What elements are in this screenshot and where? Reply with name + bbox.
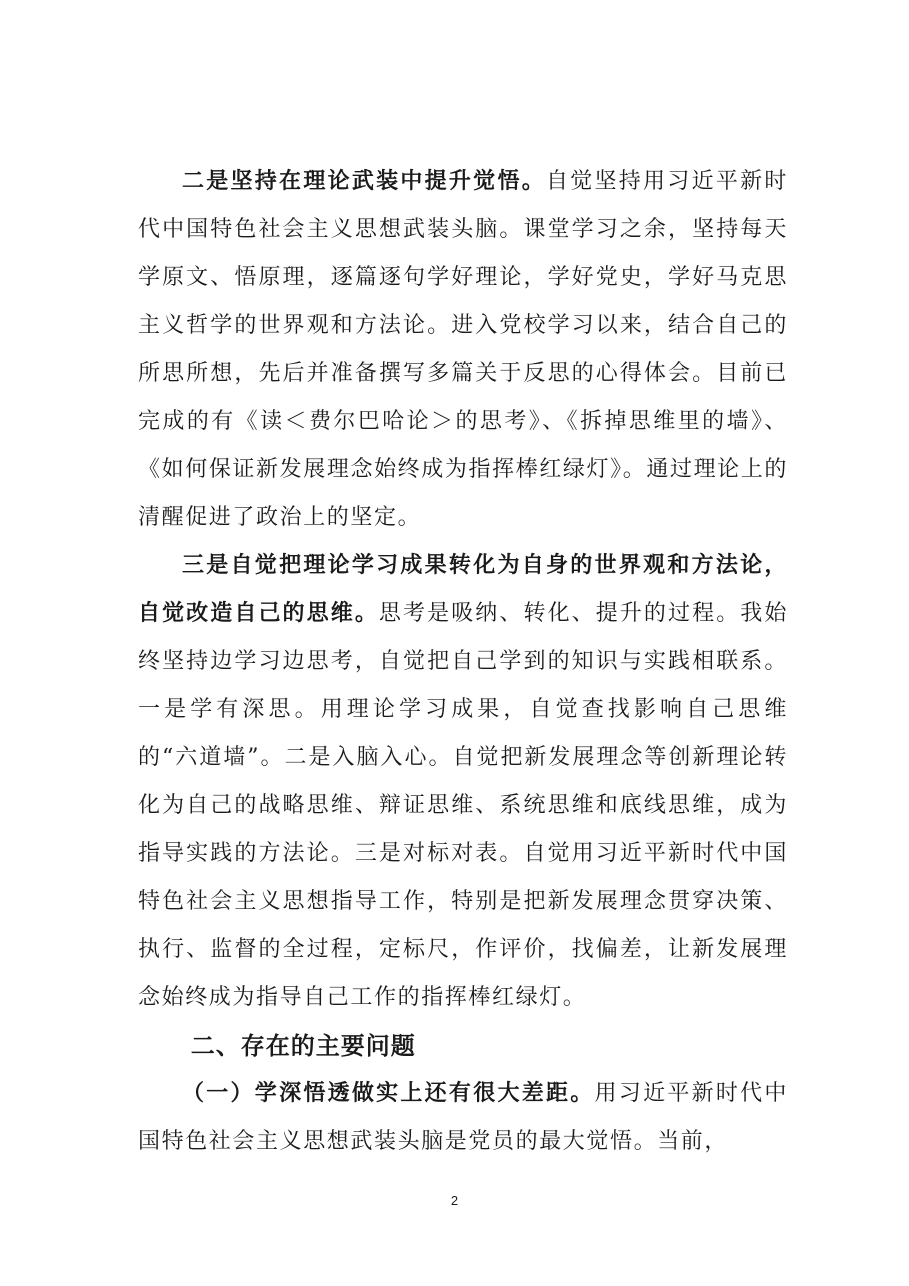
paragraph-body: 思考是吸纳、转化、提升的过程。我始终坚持边学习边思考，自觉把自己学到的知识与实践相联系。一是学有深思。用理论学习成果，自觉查找影响自己思维的“六道墙”。二是入脑入心。自觉把新发展理念等创新理论转化为自己的战略思维、辩证思维、系统思维和底线思维，成为指导实践的方法论。三是对标对表。自觉用习近平新时代中国特色社会主义思想指导工作，特别是把新发展理念贯穿决策、执行、监督的全过程，定标尺，作评价，找偏差，让新发展理念始终成为指导自己工作的指挥棒红绿灯。 xyxy=(138,601,788,1010)
page-content xyxy=(138,158,788,1166)
paragraph-theory-arming xyxy=(138,158,788,542)
paragraph-lead: 三是自觉把理论学习成果转化为自身的世界观和方法论，自觉改造自己的思维。 xyxy=(138,553,788,626)
paragraph-lead: 二是坚持在理论武装中提升觉悟。 xyxy=(182,169,546,194)
paragraph-body: 自觉坚持用习近平新时代中国特色社会主义思想武装头脑。课堂学习之余，坚持每天学原文、悟原理，逐篇逐句学好理论，学好党史，学好马克思主义哲学的世界观和方法论。进入党校学习以来，结合自己的所思所想，先后并准备撰写多篇关于反思的心得体会。目前已完成的有《读＜费尔巴哈论＞的思考》、《拆掉思维里的墙》、《如何保证新发展理念始终成为指挥棒红绿灯》。通过理论上的清醒促进了政治上的坚定。 xyxy=(138,169,788,530)
paragraph-gap xyxy=(138,1070,788,1166)
paragraph-worldview xyxy=(138,542,788,1022)
section-heading: 二、存在的主要问题 xyxy=(190,1032,416,1060)
paragraph-body: 用习近平新时代中国特色社会主义思想武装头脑是党员的最大觉悟。当前， xyxy=(138,1081,788,1154)
paragraph-lead: （一）学深悟透做实上还有很大差距。 xyxy=(182,1081,595,1106)
page-number: 2 xyxy=(450,1193,459,1208)
